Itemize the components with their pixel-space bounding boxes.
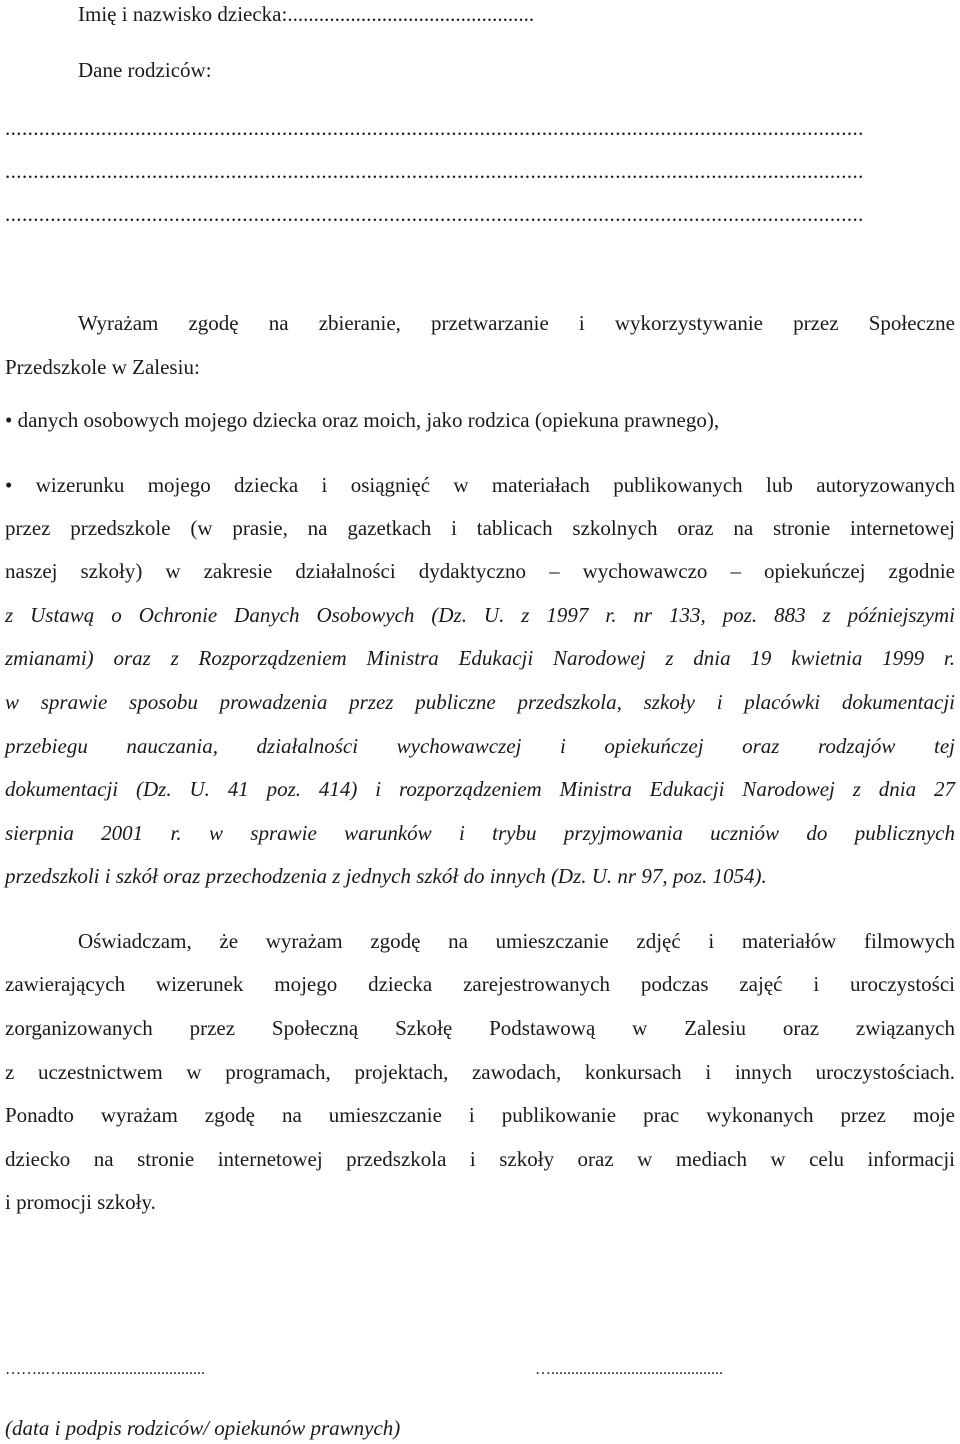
consent-1-line-2: Przedszkole w Zalesiu: [5, 355, 200, 379]
consent-2-line-5: Ponadto wyrażam zgodę na umieszczanie i publikowanie prac wykonanych przez moje [5, 1103, 955, 1127]
signature-line-left: ……..….................................... [5, 1361, 205, 1378]
parent-data-line-3: ........................................................................................................................................................ [5, 204, 864, 225]
consent-2-line-4: z uczestnictwem w programach, projektach, zawodach, konkursach i innych uroczystościach. [5, 1060, 955, 1084]
parent-data-line-1: ........................................................................................................................................................ [5, 118, 864, 139]
parents-label: Dane rodziców: [78, 58, 212, 82]
consent-1-line-6: naszej szkoły) w zakresie działalności dydaktyczno – wychowawczo – opiekuńczej zgodnie [5, 559, 955, 583]
signature-caption: (data i podpis rodziców/ opiekunów prawnych) [5, 1416, 401, 1440]
consent-1-line-13: przedszkoli i szkół oraz przechodzenia z jednych szkół do innych (Dz. U. nr 97, poz. 1054). [5, 864, 767, 888]
consent-1-line-10: przebiegu nauczania, działalności wychowawczej i opiekuńczej oraz rodzajów tej [5, 734, 955, 758]
consent-1-line-5: przez przedszkole (w prasie, na gazetkach i tablicach szkolnych oraz na stronie internetowej [5, 516, 955, 540]
signature-line-right: …........................................... [535, 1361, 723, 1378]
consent-1-line-11: dokumentacji (Dz. U. 41 poz. 414) i rozporządzeniem Ministra Edukacji Narodowej z dnia 27 [5, 777, 955, 801]
consent-1-bullet-1: • danych osobowych mojego dziecka oraz moich, jako rodzica (opiekuna prawnego), [5, 408, 720, 432]
consent-2-line-3: zorganizowanych przez Społeczną Szkołę Podstawową w Zalesiu oraz związanych [5, 1016, 955, 1040]
consent-1-bullet-2: • wizerunku mojego dziecka i osiągnięć w materiałach publikowanych lub autoryzowanych [5, 473, 955, 497]
consent-1-line-1: Wyrażam zgodę na zbieranie, przetwarzanie i wykorzystywanie przez Społeczne [78, 311, 955, 335]
consent-1-line-9: w sprawie sposobu prowadzenia przez publiczne przedszkola, szkoły i placówki dokumentacji [5, 690, 955, 714]
consent-2-line-7: i promocji szkoły. [5, 1190, 156, 1214]
parent-data-line-2: ........................................................................................................................................................ [5, 161, 864, 182]
consent-2-line-6: dziecko na stronie internetowej przedszkola i szkoły oraz w mediach w celu informacji [5, 1147, 955, 1171]
consent-1-line-8: zmianami) oraz z Rozporządzeniem Ministra Edukacji Narodowej z dnia 19 kwietnia 1999 r. [5, 646, 955, 670]
consent-2-line-2: zawierających wizerunek mojego dziecka zarejestrowanych podczas zajęć i uroczystości [5, 972, 955, 996]
consent-1-line-7: z Ustawą o Ochronie Danych Osobowych (Dz. U. z 1997 r. nr 133, poz. 883 z późniejszymi [5, 603, 955, 627]
child-name-label: Imię i nazwisko dziecka:............................................... [78, 2, 535, 26]
consent-1-line-12: sierpnia 2001 r. w sprawie warunków i trybu przyjmowania uczniów do publicznych [5, 821, 955, 845]
consent-2-line-1: Oświadczam, że wyrażam zgodę na umieszczanie zdjęć i materiałów filmowych [78, 929, 955, 953]
